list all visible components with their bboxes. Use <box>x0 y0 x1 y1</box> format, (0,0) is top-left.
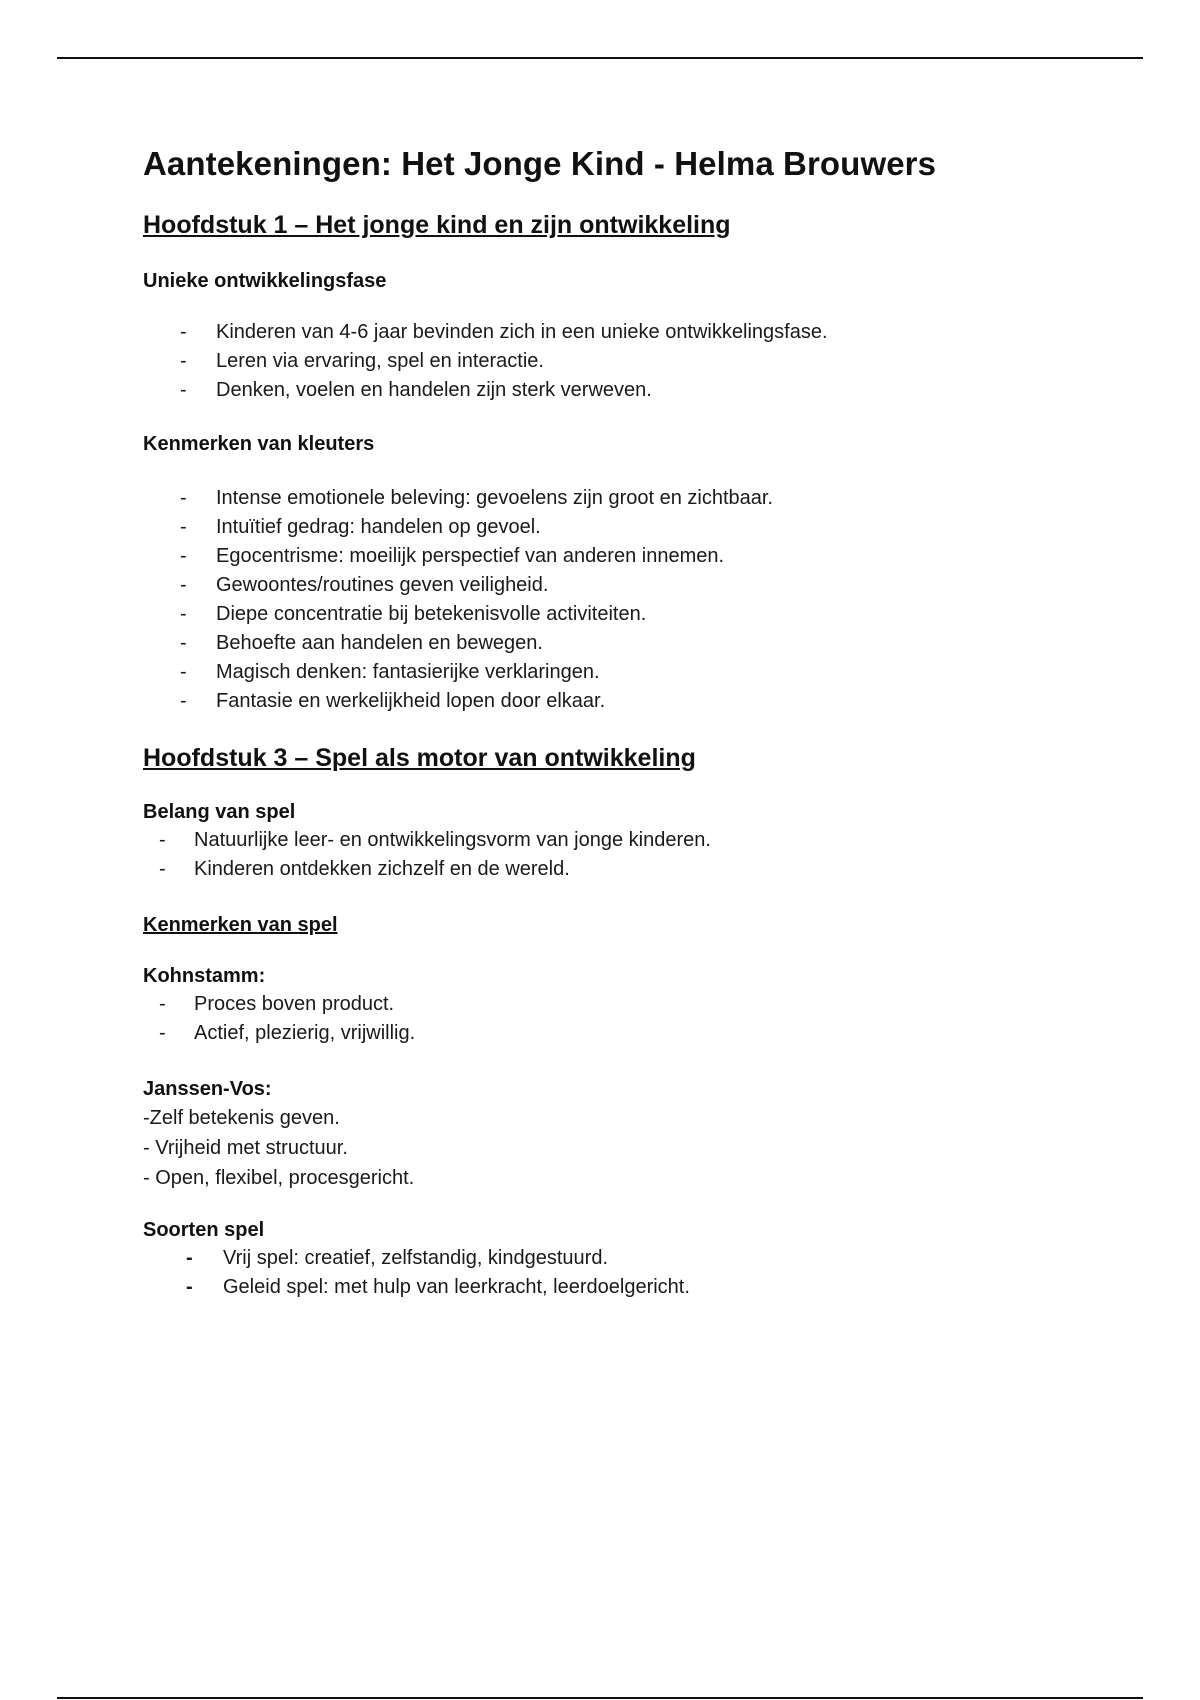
toddler-traits-heading: Kenmerken van kleuters <box>143 433 375 455</box>
chapter-1-heading: Hoofdstuk 1 – Het jonge kind en zijn ontwikkeling <box>143 211 731 239</box>
list-item: - Kinderen ontdekken zichzelf en de wereld. <box>159 858 570 880</box>
janssen-vos-line: -Zelf betekenis geven. <box>143 1107 340 1129</box>
play-types-list <box>143 1244 1143 1302</box>
document-title: Aantekeningen: Het Jonge Kind - Helma Brouwers <box>143 145 937 182</box>
list-item: - Intuïtief gedrag: handelen op gevoel. <box>180 516 541 538</box>
toddler-traits-list <box>143 484 1143 716</box>
list-item: - Magisch denken: fantasierijke verklaringen. <box>180 661 600 683</box>
list-item: - Diepe concentratie bij betekenisvolle activiteiten. <box>180 603 647 625</box>
play-importance-list <box>143 826 1143 884</box>
play-features-heading: Kenmerken van spel <box>143 914 338 936</box>
list-item: - Fantasie en werkelijkheid lopen door elkaar. <box>180 690 606 712</box>
list-item: - Actief, plezierig, vrijwillig. <box>159 1022 416 1044</box>
list-item: - Leren via ervaring, spel en interactie. <box>180 350 544 372</box>
list-item: - Geleid spel: met hulp van leerkracht, leerdoelgericht. <box>186 1276 690 1298</box>
unique-phase-heading: Unieke ontwikkelingsfase <box>143 270 387 292</box>
list-item: - Egocentrisme: moeilijk perspectief van anderen innemen. <box>180 545 725 567</box>
play-importance-heading: Belang van spel <box>143 801 296 823</box>
top-rule <box>57 57 1143 59</box>
bottom-rule <box>57 1697 1143 1699</box>
list-item: - Natuurlijke leer- en ontwikkelingsvorm van jonge kinderen. <box>159 829 711 851</box>
list-item: - Kinderen van 4-6 jaar bevinden zich in een unieke ontwikkelingsfase. <box>180 321 828 343</box>
unique-phase-list <box>143 318 1143 405</box>
janssen-vos-heading: Janssen-Vos: <box>143 1078 272 1100</box>
list-item: - Denken, voelen en handelen zijn sterk verweven. <box>180 379 652 401</box>
play-types-heading: Soorten spel <box>143 1219 265 1241</box>
list-item: - Behoefte aan handelen en bewegen. <box>180 632 543 654</box>
janssen-vos-line: - Vrijheid met structuur. <box>143 1137 348 1159</box>
janssen-vos-line: - Open, flexibel, procesgericht. <box>143 1167 415 1189</box>
list-item: - Vrij spel: creatief, zelfstandig, kindgestuurd. <box>186 1247 609 1269</box>
list-item: - Proces boven product. <box>159 993 395 1015</box>
document-body <box>143 145 1143 1302</box>
list-item: - Gewoontes/routines geven veiligheid. <box>180 574 549 596</box>
list-item: - Intense emotionele beleving: gevoelens zijn groot en zichtbaar. <box>180 487 774 509</box>
kohnstamm-list <box>143 990 1143 1048</box>
chapter-3-heading: Hoofdstuk 3 – Spel als motor van ontwikkeling <box>143 744 696 772</box>
kohnstamm-heading: Kohnstamm: <box>143 965 266 987</box>
